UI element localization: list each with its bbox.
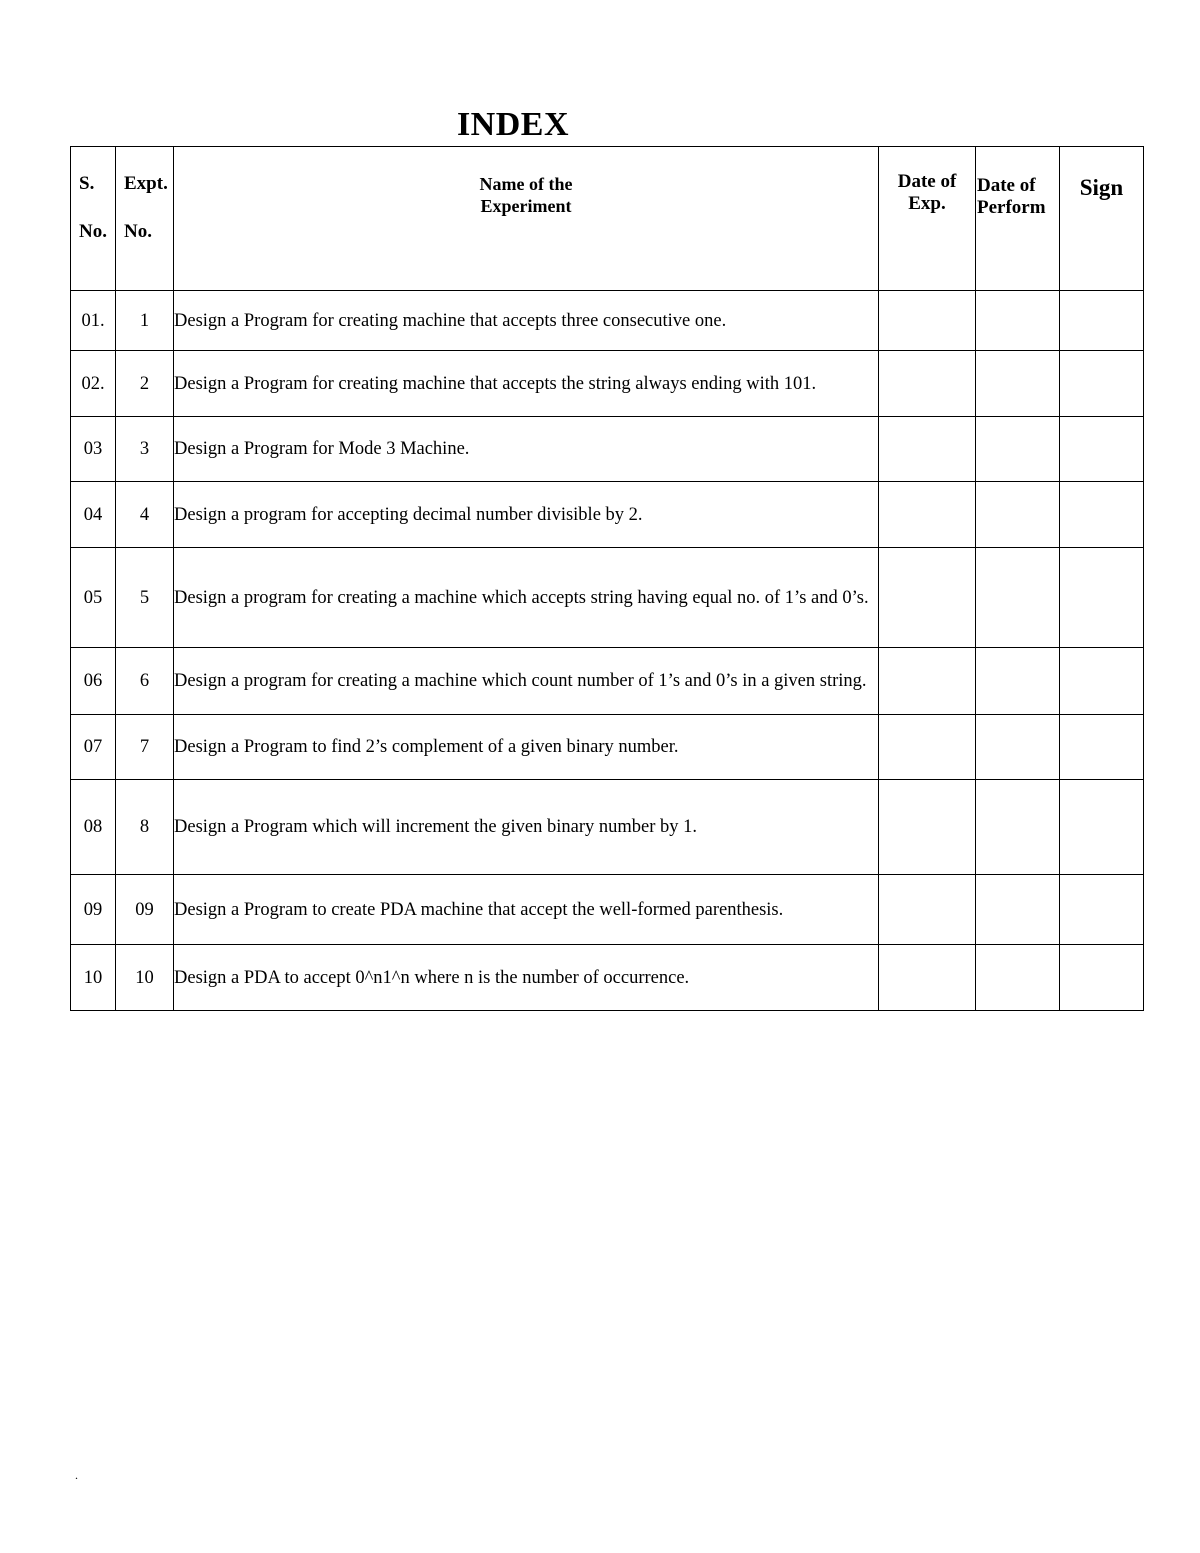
sno-cell: 03	[71, 417, 116, 482]
expt-no-cell: 5	[116, 548, 174, 648]
expt-no-cell: 10	[116, 945, 174, 1011]
experiment-name-cell: Design a Program for creating machine that accepts three consecutive one.	[174, 291, 879, 351]
date-of-exp-cell[interactable]	[879, 780, 976, 875]
header-expt-line2: No.	[124, 221, 152, 242]
experiment-name-cell: Design a Program to find 2’s complement of a given binary number.	[174, 715, 879, 780]
header-expt-line1: Expt.	[124, 173, 168, 194]
experiment-name-cell: Design a program for creating a machine which accepts string having equal no. of 1’s and 0’s.	[174, 548, 879, 648]
table-row	[71, 648, 1144, 715]
header-sno-line1: S.	[79, 173, 95, 194]
sign-cell[interactable]	[1060, 351, 1144, 417]
header-name-line1: Name of the	[479, 174, 573, 194]
table-row	[71, 417, 1144, 482]
table-row	[71, 945, 1144, 1011]
experiment-name-cell: Design a PDA to accept 0^n1^n where n is the number of occurrence.	[174, 945, 879, 1011]
sign-cell[interactable]	[1060, 715, 1144, 780]
expt-no-cell: 7	[116, 715, 174, 780]
experiment-name-cell: Design a Program to create PDA machine that accept the well-formed parenthesis.	[174, 875, 879, 945]
sno-cell: 02.	[71, 351, 116, 417]
sno-cell: 09	[71, 875, 116, 945]
sno-cell: 05	[71, 548, 116, 648]
experiment-name-cell: Design a Program for Mode 3 Machine.	[174, 417, 879, 482]
sign-cell[interactable]	[1060, 875, 1144, 945]
table-row	[71, 715, 1144, 780]
expt-no-cell: 3	[116, 417, 174, 482]
header-date-exp-line2: Exp.	[908, 193, 946, 214]
header-sign-label: Sign	[1079, 175, 1124, 200]
table-row	[71, 351, 1144, 417]
header-expt-no	[116, 147, 174, 291]
date-of-exp-cell[interactable]	[879, 875, 976, 945]
date-of-perform-cell[interactable]	[976, 291, 1060, 351]
date-of-perform-cell[interactable]	[976, 482, 1060, 548]
expt-no-cell: 09	[116, 875, 174, 945]
date-of-perform-cell[interactable]	[976, 875, 1060, 945]
date-of-exp-cell[interactable]	[879, 291, 976, 351]
date-of-exp-cell[interactable]	[879, 648, 976, 715]
header-name-line2: Experiment	[480, 196, 572, 216]
table-row	[71, 780, 1144, 875]
sign-cell[interactable]	[1060, 780, 1144, 875]
page-title: INDEX	[456, 106, 570, 143]
date-of-exp-cell[interactable]	[879, 417, 976, 482]
expt-no-cell: 1	[116, 291, 174, 351]
date-of-perform-cell[interactable]	[976, 715, 1060, 780]
table-row	[71, 291, 1144, 351]
header-sno-line2: No.	[79, 221, 107, 242]
header-row	[71, 147, 1144, 291]
expt-no-cell: 8	[116, 780, 174, 875]
sno-cell: 06	[71, 648, 116, 715]
sign-cell[interactable]	[1060, 417, 1144, 482]
sign-cell[interactable]	[1060, 482, 1144, 548]
date-of-exp-cell[interactable]	[879, 715, 976, 780]
date-of-perform-cell[interactable]	[976, 417, 1060, 482]
header-sno	[71, 147, 116, 291]
experiment-name-cell: Design a program for accepting decimal number divisible by 2.	[174, 482, 879, 548]
experiment-name-cell: Design a program for creating a machine which count number of 1’s and 0’s in a given string.	[174, 648, 879, 715]
header-date-of-perform	[976, 147, 1060, 291]
date-of-exp-cell[interactable]	[879, 548, 976, 648]
expt-no-cell: 6	[116, 648, 174, 715]
sno-cell: 04	[71, 482, 116, 548]
expt-no-cell: 4	[116, 482, 174, 548]
sign-cell[interactable]	[1060, 548, 1144, 648]
experiment-name-cell: Design a Program for creating machine that accepts the string always ending with 101.	[174, 351, 879, 417]
date-of-perform-cell[interactable]	[976, 780, 1060, 875]
sign-cell[interactable]	[1060, 945, 1144, 1011]
expt-no-cell: 2	[116, 351, 174, 417]
table-row	[71, 548, 1144, 648]
table-row	[71, 875, 1144, 945]
sno-cell: 10	[71, 945, 116, 1011]
sno-cell: 08	[71, 780, 116, 875]
table-row	[71, 482, 1144, 548]
index-table	[70, 146, 1144, 1011]
date-of-exp-cell[interactable]	[879, 351, 976, 417]
footer-mark: .	[75, 1468, 78, 1482]
sign-cell[interactable]	[1060, 291, 1144, 351]
header-date-exp-line1: Date of	[897, 171, 957, 192]
sno-cell: 01.	[71, 291, 116, 351]
header-experiment-name	[174, 147, 879, 291]
experiment-name-cell: Design a Program which will increment the given binary number by 1.	[174, 780, 879, 875]
header-sign	[1060, 147, 1144, 291]
date-of-perform-cell[interactable]	[976, 351, 1060, 417]
header-date-perform-line2: Perform	[977, 197, 1046, 218]
date-of-perform-cell[interactable]	[976, 945, 1060, 1011]
date-of-perform-cell[interactable]	[976, 548, 1060, 648]
sno-cell: 07	[71, 715, 116, 780]
header-date-perform-line1: Date of	[977, 175, 1036, 196]
header-date-of-exp	[879, 147, 976, 291]
date-of-perform-cell[interactable]	[976, 648, 1060, 715]
date-of-exp-cell[interactable]	[879, 482, 976, 548]
date-of-exp-cell[interactable]	[879, 945, 976, 1011]
sign-cell[interactable]	[1060, 648, 1144, 715]
